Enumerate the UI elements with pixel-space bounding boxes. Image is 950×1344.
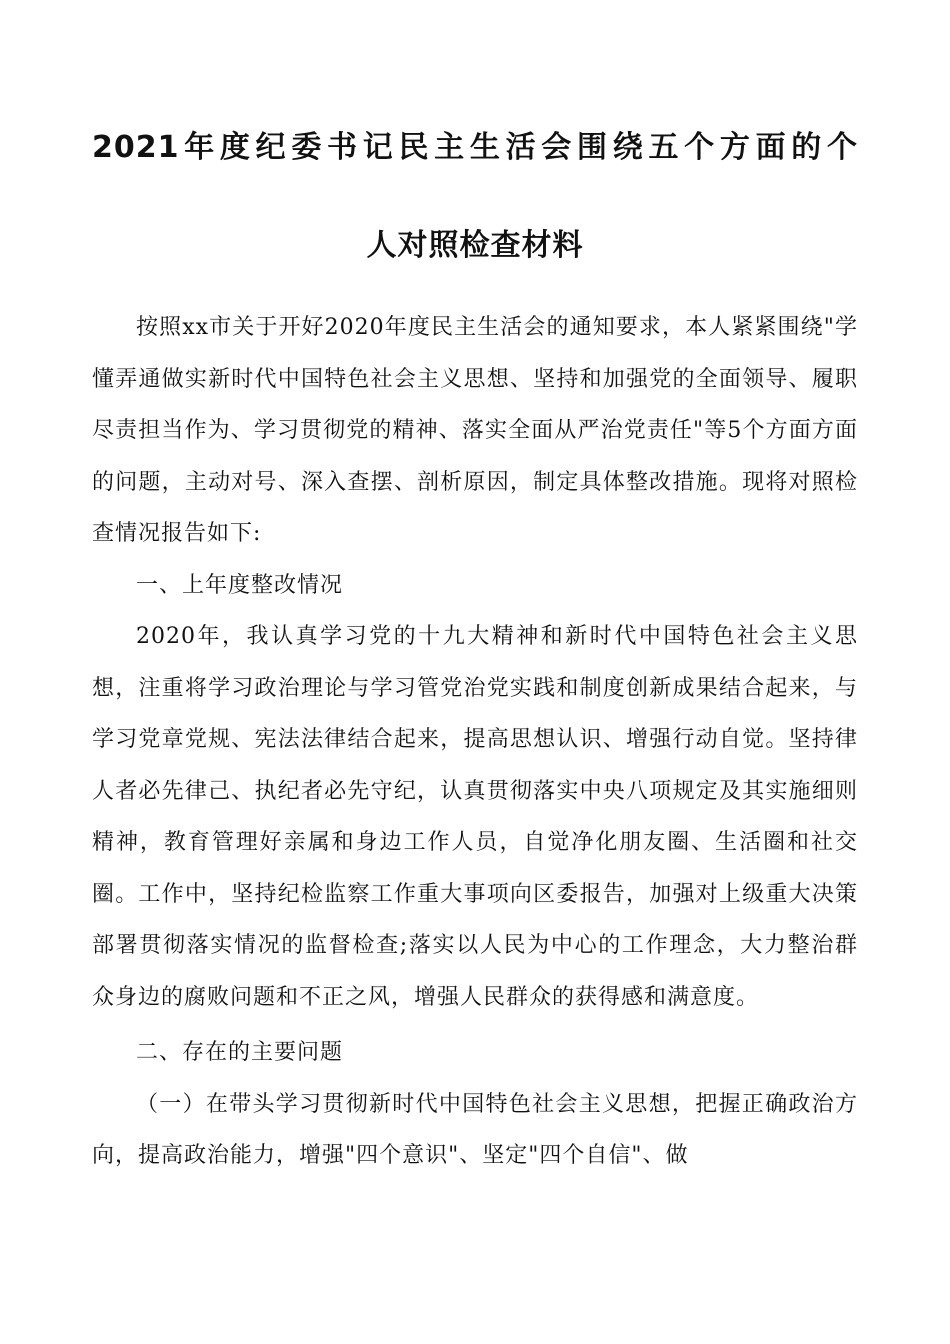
section-2-item-1: （一）在带头学习贯彻新时代中国特色社会主义思想，把握正确政治方向，提高政治能力，增强"四个意识"、坚定"四个自信"、做 [92,1091,858,1168]
document-body [92,302,858,1182]
document-title [92,128,858,266]
section-2-heading: 二、存在的主要问题 [136,1040,344,1065]
document-page [92,128,858,1182]
intro-paragraph: 按照xx市关于开好2020年度民主生活会的通知要求，本人紧紧围绕"学懂弄通做实新时代中国特色社会主义思想、坚持和加强党的全面领导、履职尽责担当作为、学习贯彻党的精神、落实全面从严治党责任"等5个方面方面的问题，主动对号、深入查摆、剖析原因，制定具体整改措施。现将对照检查情况报告如下: [92,315,858,546]
title-line-1: 2021年度纪委书记民主生活会围绕五个方面的个 [92,130,858,165]
title-line-2: 人对照检查材料 [366,228,584,263]
section-1-heading: 一、上年度整改情况 [136,572,344,598]
section-1-paragraph: 2020年，我认真学习党的十九大精神和新时代中国特色社会主义思想，注重将学习政治理论与学习管党治党实践和制度创新成果结合起来，与学习党章党规、宪法法律结合起来，提高思想认识、增强行动自觉。坚持律人者必先律己、执纪者必先守纪，认真贯彻落实中央八项规定及其实施细则精神，教育管理好亲属和身边工作人员，自觉净化朋友圈、生活圈和社交圈。工作中，坚持纪检监察工作重大事项向区委报告，加强对上级重大决策部署贯彻落实情况的监督检查;落实以人民为中心的工作理念，大力整治群众身边的腐败问题和不正之风，增强人民群众的获得感和满意度。 [92,624,858,1010]
